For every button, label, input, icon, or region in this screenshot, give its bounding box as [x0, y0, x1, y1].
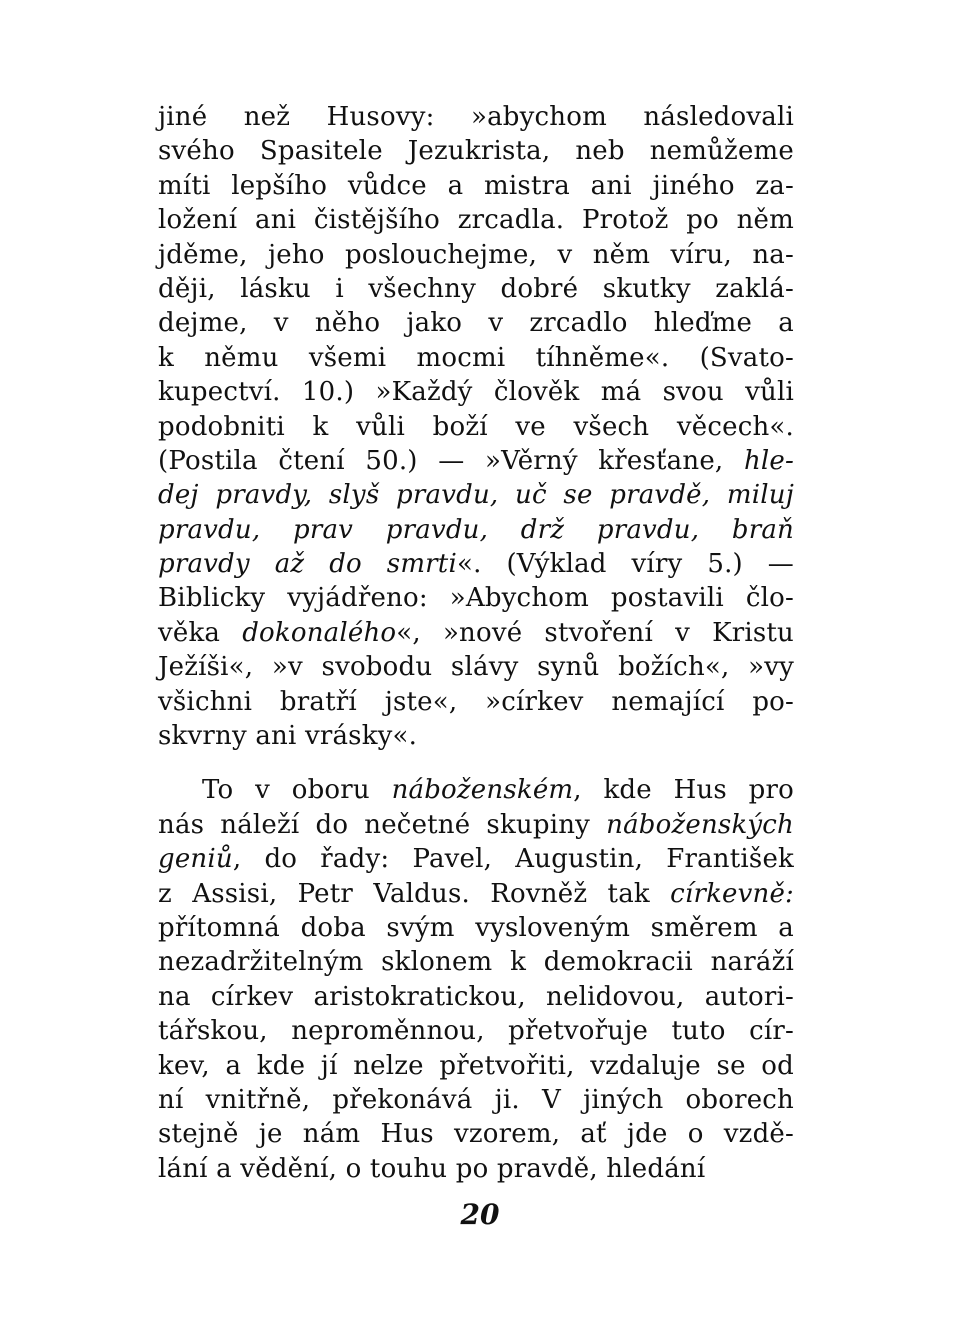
- text-segment: Biblicky vyjádřeno: »Abychom postavili člo-: [158, 583, 794, 614]
- italic-text: náboženském: [391, 775, 574, 806]
- text-line: [158, 375, 794, 409]
- text-line: [158, 877, 794, 911]
- italic-text: dokonalého: [242, 617, 397, 648]
- text-segment: přítomná doba svým vysloveným směrem a: [158, 912, 794, 943]
- text-line: [158, 616, 794, 650]
- text-segment: nezadržitelným sklonem k demokracii naráží: [158, 947, 794, 978]
- text-line: [158, 1049, 794, 1083]
- text-line: [158, 1117, 794, 1151]
- text-segment: ději, lásku i všechny dobré skutky zaklá-: [158, 273, 794, 304]
- text-segment: míti lepšího vůdce a mistra ani jiného za-: [158, 170, 794, 201]
- text-segment: všichni bratří jste«, »církev nemající po-: [158, 686, 794, 717]
- text-line: [158, 945, 794, 979]
- text-line: [158, 272, 794, 306]
- text-segment: skvrny ani vrásky«.: [158, 721, 418, 752]
- text-segment: dejme, v něho jako v zrcadlo hleďme a: [158, 308, 794, 339]
- text-line: [158, 808, 794, 842]
- text-segment: , kde Hus pro: [573, 775, 794, 806]
- text-line: [158, 842, 794, 876]
- text-segment: Ježíši«, »v svobodu slávy synů božích«, »vy: [158, 652, 794, 683]
- text-line: [158, 581, 794, 615]
- italic-text: dej pravdy, slyš pravdu, uč se pravdě, miluj: [158, 480, 794, 511]
- text-segment: kev, a kde jí nelze přetvořiti, vzdaluje se od: [158, 1050, 794, 1081]
- text-line: [158, 1152, 794, 1186]
- text-line: [158, 773, 794, 807]
- text-line: [158, 1014, 794, 1048]
- text-line: [158, 980, 794, 1014]
- text-line: [158, 134, 794, 168]
- text-segment: ložení ani čistějšího zrcadla. Protož po něm: [158, 205, 794, 236]
- book-page-text: [158, 100, 794, 1186]
- text-line: [158, 650, 794, 684]
- text-segment: stejně je nám Hus vzorem, ať jde o vzdě-: [158, 1119, 794, 1150]
- text-line: [158, 547, 794, 581]
- page-number: 20: [460, 1198, 500, 1231]
- paragraph-1: [158, 100, 794, 753]
- text-segment: věka: [158, 617, 243, 648]
- text-segment: tářskou, neproměnnou, přetvořuje tuto cír-: [158, 1016, 794, 1047]
- text-line: [158, 100, 794, 134]
- text-segment: z Assisi, Petr Valdus. Rovněž tak: [158, 878, 671, 909]
- italic-text: církevně:: [670, 878, 794, 909]
- text-segment: jděme, jeho poslouchejme, v něm víru, na-: [158, 239, 794, 270]
- text-segment: kupectví. 10.) »Každý člověk má svou vůli: [158, 377, 794, 408]
- text-segment: To v oboru: [202, 775, 392, 806]
- text-line: [158, 238, 794, 272]
- text-segment: «. (Výklad víry 5.) —: [456, 549, 794, 580]
- text-line: [158, 1083, 794, 1117]
- italic-text: geniů: [158, 844, 233, 875]
- text-segment: nás náleží do nečetné skupiny: [158, 809, 607, 840]
- paragraph-gap: [158, 753, 794, 773]
- italic-text: pravdu, prav pravdu, drž pravdu, braň: [158, 514, 794, 545]
- text-line: [158, 513, 794, 547]
- text-segment: ní vnitřně, překonává ji. V jiných oborech: [158, 1084, 794, 1115]
- paragraph-2: [158, 773, 794, 1186]
- text-segment: jiné než Husovy: »abychom následovali: [158, 102, 794, 132]
- text-segment: k němu všemi mocmi tíhněme«. (Svato-: [158, 342, 794, 373]
- italic-text: náboženských: [606, 809, 794, 840]
- text-line: [158, 911, 794, 945]
- text-line: [158, 410, 794, 444]
- text-segment: podobniti k vůli boží ve všech věcech«.: [158, 411, 794, 442]
- text-line: [158, 169, 794, 203]
- text-line: [158, 306, 794, 340]
- text-line: [158, 341, 794, 375]
- text-line: [158, 719, 794, 753]
- text-line: [158, 478, 794, 512]
- text-segment: «, »nové stvoření v Kristu: [396, 617, 794, 648]
- text-line: [158, 685, 794, 719]
- italic-text: hle-: [743, 445, 794, 476]
- text-segment: (Postila čtení 50.) — »Věrný křesťane,: [158, 445, 744, 476]
- italic-text: pravdy až do smrti: [158, 549, 457, 580]
- text-line: [158, 203, 794, 237]
- text-segment: , do řady: Pavel, Augustin, František: [232, 844, 794, 875]
- text-segment: svého Spasitele Jezukrista, neb nemůžeme: [158, 136, 794, 167]
- text-segment: na církev aristokratickou, nelidovou, autori-: [158, 981, 794, 1012]
- text-line: [158, 444, 794, 478]
- text-segment: lání a vědění, o touhu po pravdě, hledání: [158, 1153, 706, 1184]
